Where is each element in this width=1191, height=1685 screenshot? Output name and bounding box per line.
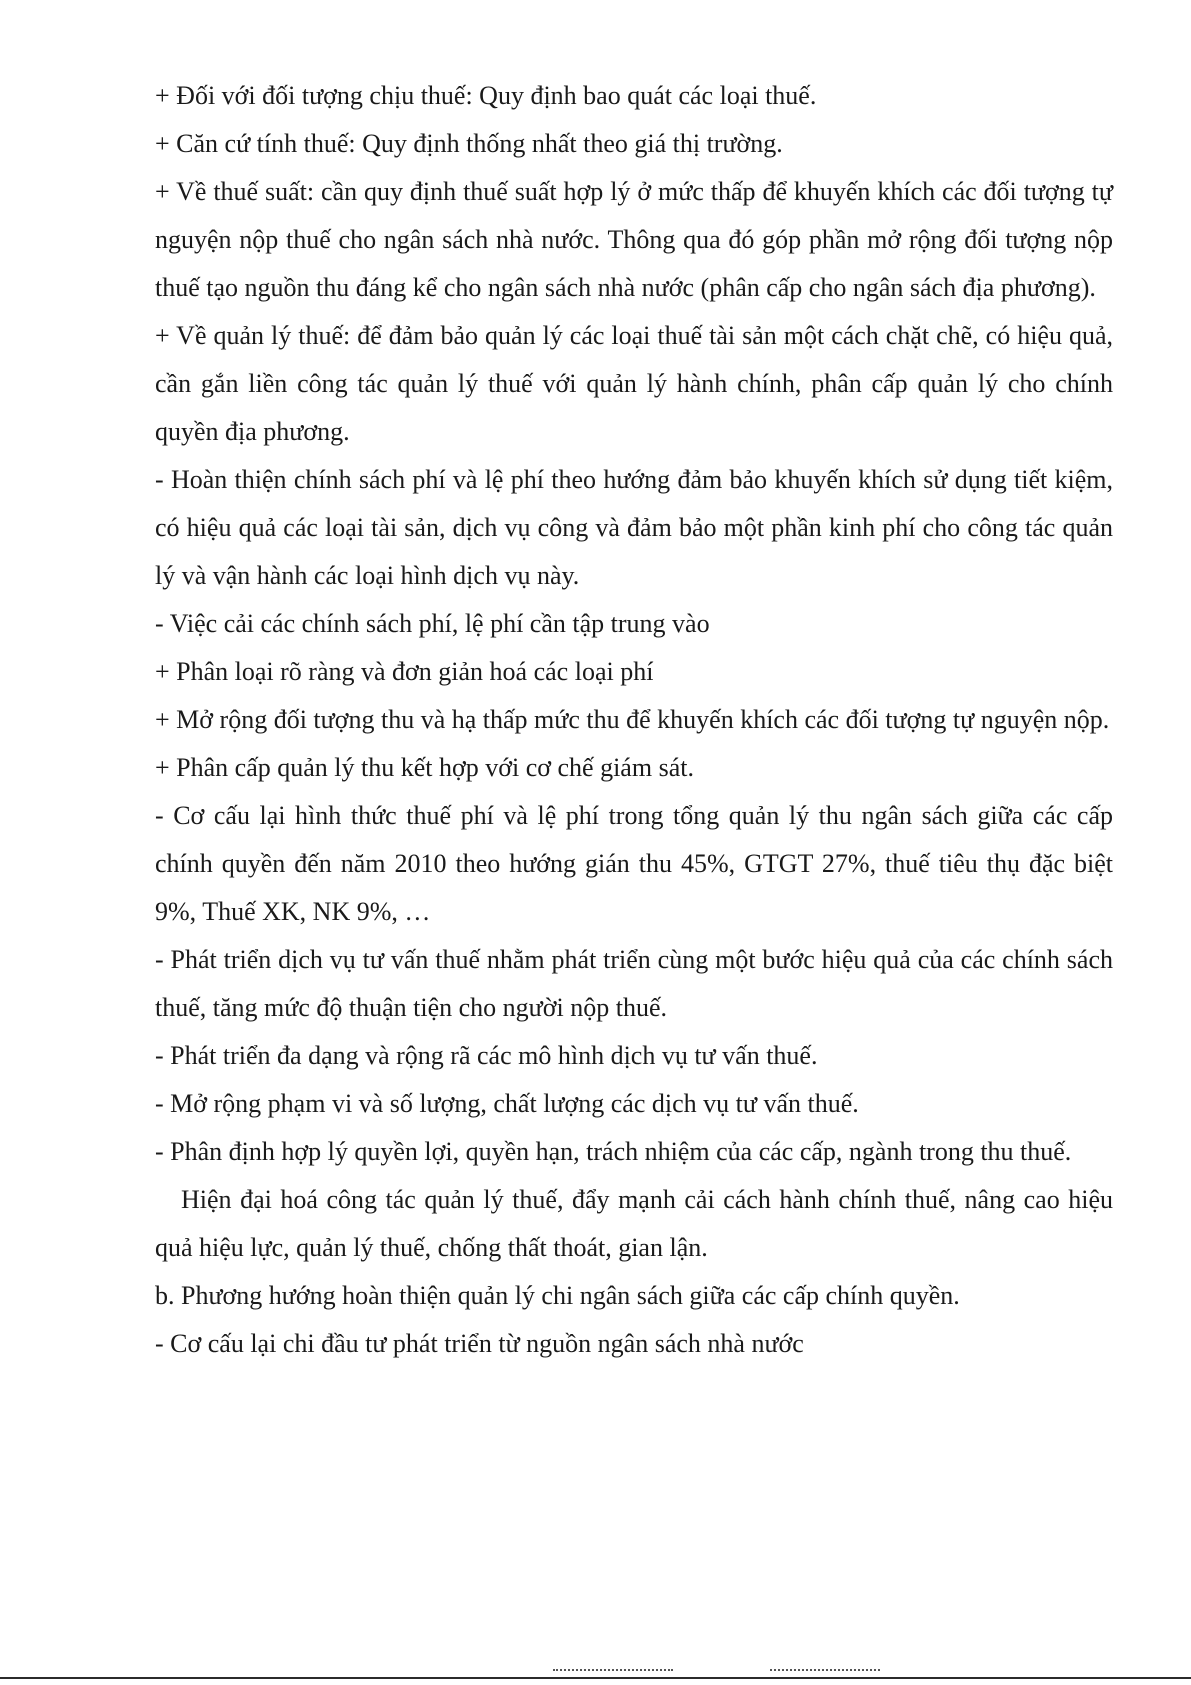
paragraph-modernization: Hiện đại hoá công tác quản lý thuế, đẩy mạnh cải cách hành chính thuế, nâng cao hiệu quả hiệu lực, quản lý thuế, chống thất thoát, gian lận.	[155, 1185, 1113, 1262]
paragraph-tax-rate: + Về thuế suất: cần quy định thuế suất hợp lý ở mức thấp để khuyến khích các đối tượng tự nguyện nộp thuế cho ngân sách nhà nước. Thông qua đó góp phần mở rộng đối tượng nộp thuế tạo nguồn thu đáng kể cho ngân sách nhà nước (phân cấp cho ngân sách địa phương).	[155, 177, 1113, 302]
paragraph-tax-advisory: - Phát triển dịch vụ tư vấn thuế nhằm phát triển cùng một bước hiệu quả của các chính sách thuế, tăng mức độ thuận tiện cho người nộp thuế.	[155, 945, 1113, 1022]
paragraph-advisory-models: - Phát triển đa dạng và rộng rã các mô hình dịch vụ tư vấn thuế.	[155, 1041, 818, 1070]
paragraph-restructure-fees: - Cơ cấu lại hình thức thuế phí và lệ phí trong tổng quản lý thu ngân sách giữa các cấp chính quyền đến năm 2010 theo hướng gián thu 45%, GTGT 27%, thuế tiêu thụ đặc biệt 9%, Thuế XK, NK 9%, …	[155, 801, 1113, 926]
paragraph-advisory-scope: - Mở rộng phạm vi và số lượng, chất lượng các dịch vụ tư vấn thuế.	[155, 1089, 859, 1118]
paragraph-tax-basis: + Căn cứ tính thuế: Quy định thống nhất theo giá thị trường.	[155, 129, 783, 158]
paragraph-expand-collection: + Mở rộng đối tượng thu và hạ thấp mức thu để khuyến khích các đối tượng tự nguyện nộp.	[155, 705, 1110, 734]
paragraph-taxable-objects: + Đối với đối tượng chịu thuế: Quy định bao quát các loại thuế.	[155, 81, 817, 110]
paragraph-fee-policy: - Hoàn thiện chính sách phí và lệ phí theo hướng đảm bảo khuyến khích sử dụng tiết kiệm, có hiệu quả các loại tài sản, dịch vụ công và đảm bảo một phần kinh phí cho công tác quản lý và vận hành các loại hình dịch vụ này.	[155, 465, 1113, 590]
page-bottom-edge	[0, 1677, 1191, 1679]
paragraph-fee-classification: + Phân loại rõ ràng và đơn giản hoá các loại phí	[155, 657, 654, 686]
section-heading-b: b. Phương hướng hoàn thiện quản lý chi ngân sách giữa các cấp chính quyền.	[155, 1281, 960, 1310]
paragraph-investment-restructure: - Cơ cấu lại chi đầu tư phát triển từ nguồn ngân sách nhà nước	[155, 1329, 804, 1358]
paragraph-decentralized-collection: + Phân cấp quản lý thu kết hợp với cơ chế giám sát.	[155, 753, 694, 782]
document-body	[155, 72, 1113, 1368]
paragraph-fee-reform-focus: - Việc cải các chính sách phí, lệ phí cần tập trung vào	[155, 609, 710, 638]
paragraph-tax-management: + Về quản lý thuế: để đảm bảo quản lý các loại thuế tài sản một cách chặt chẽ, có hiệu quả, cần gắn liền công tác quản lý thuế với quản lý hành chính, phân cấp quản lý cho chính quyền địa phương.	[155, 321, 1113, 446]
scan-artifact	[770, 1669, 880, 1677]
scan-artifact	[553, 1669, 673, 1677]
paragraph-responsibilities: - Phân định hợp lý quyền lợi, quyền hạn, trách nhiệm của các cấp, ngành trong thu thuế.	[155, 1137, 1072, 1166]
